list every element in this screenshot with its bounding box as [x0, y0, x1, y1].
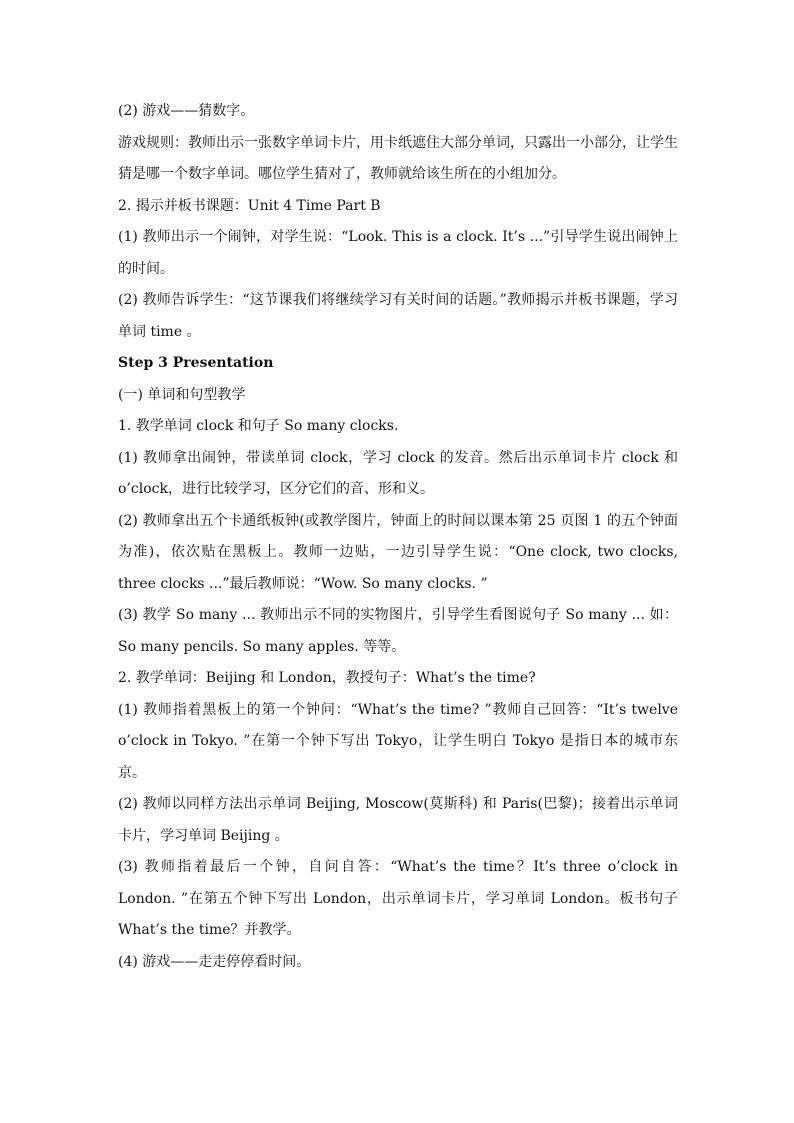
- paragraph-game-walk-stop: (4) 游戏——走走停停看时间。: [118, 953, 311, 970]
- document-body: [118, 96, 678, 978]
- paragraph-game-guess-number: (2) 游戏——猜数字。: [118, 103, 255, 119]
- paragraph-five-clocks: (2) 教师拿出五个卡通纸板钟(或教学图片，钟面上的时间以课本第 25 页图 1 的五个钟面为准)，依次贴在黑板上。教师一边贴，一边引导学生说：“One clock, two clocks, three clocks ...”最后教师说：“Wow. So many clocks. ”: [118, 512, 678, 592]
- paragraph-teach-clock: 1. 教学单词 clock 和句子 So many clocks.: [118, 418, 399, 434]
- heading-step-3-presentation: Step 3 Presentation: [118, 355, 274, 371]
- paragraph-game-rules: 游戏规则：教师出示一张数字单词卡片，用卡纸遮住大部分单词，只露出一小部分，让学生猜是哪一个数字单词。哪位学生猜对了，教师就给该生所在的小组加分。: [118, 134, 678, 182]
- paragraph-show-alarm-clock: (1) 教师出示一个闹钟，对学生说：“Look. This is a clock. It’s ...”引导学生说出闹钟上的时间。: [118, 229, 678, 277]
- paragraph-reveal-title: 2. 揭示并板书课题：Unit 4 Time Part B: [118, 197, 381, 214]
- paragraph-so-many: (3) 教学 So many ... 教师出示不同的实物图片，引导学生看图说句子 So many ... 如：So many pencils. So many apples. 等等。: [118, 607, 678, 655]
- paragraph-clock-pronunciation: (1) 教师拿出闹钟，带读单词 clock，学习 clock 的发音。然后出示单词卡片 clock 和 o’clock，进行比较学习，区分它们的音、形和义。: [118, 449, 678, 497]
- paragraph-first-clock: (1) 教师指着黑板上的第一个钟问：“What’s the time? ”教师自己回答：“It’s twelve o’clock in Tokyo. ”在第一个钟下写出 Tokyo，让学生明白 Tokyo 是指日本的城市东京。: [118, 701, 678, 781]
- paragraph-tell-students: (2) 教师告诉学生：“这节课我们将继续学习有关时间的话题。”教师揭示并板书课题，学习单词 time 。: [118, 292, 678, 340]
- paragraph-same-method: (2) 教师以同样方法出示单词 Beijing, Moscow(莫斯科) 和 Paris(巴黎)；接着出示单词卡片，学习单词 Beijing 。: [118, 796, 678, 844]
- paragraph-last-clock: (3) 教师指着最后一个钟，自问自答：“What’s the time？It’s three o’clock in London. ”在第五个钟下写出 London，出示单词卡片，学习单词 London。板书句子 What’s the time？并教学。: [118, 859, 678, 938]
- paragraph-teach-beijing-london: 2. 教学单词：Beijing 和 London，教授句子：What’s the time?: [118, 670, 536, 686]
- paragraph-section-one: (一) 单词和句型教学: [118, 386, 246, 403]
